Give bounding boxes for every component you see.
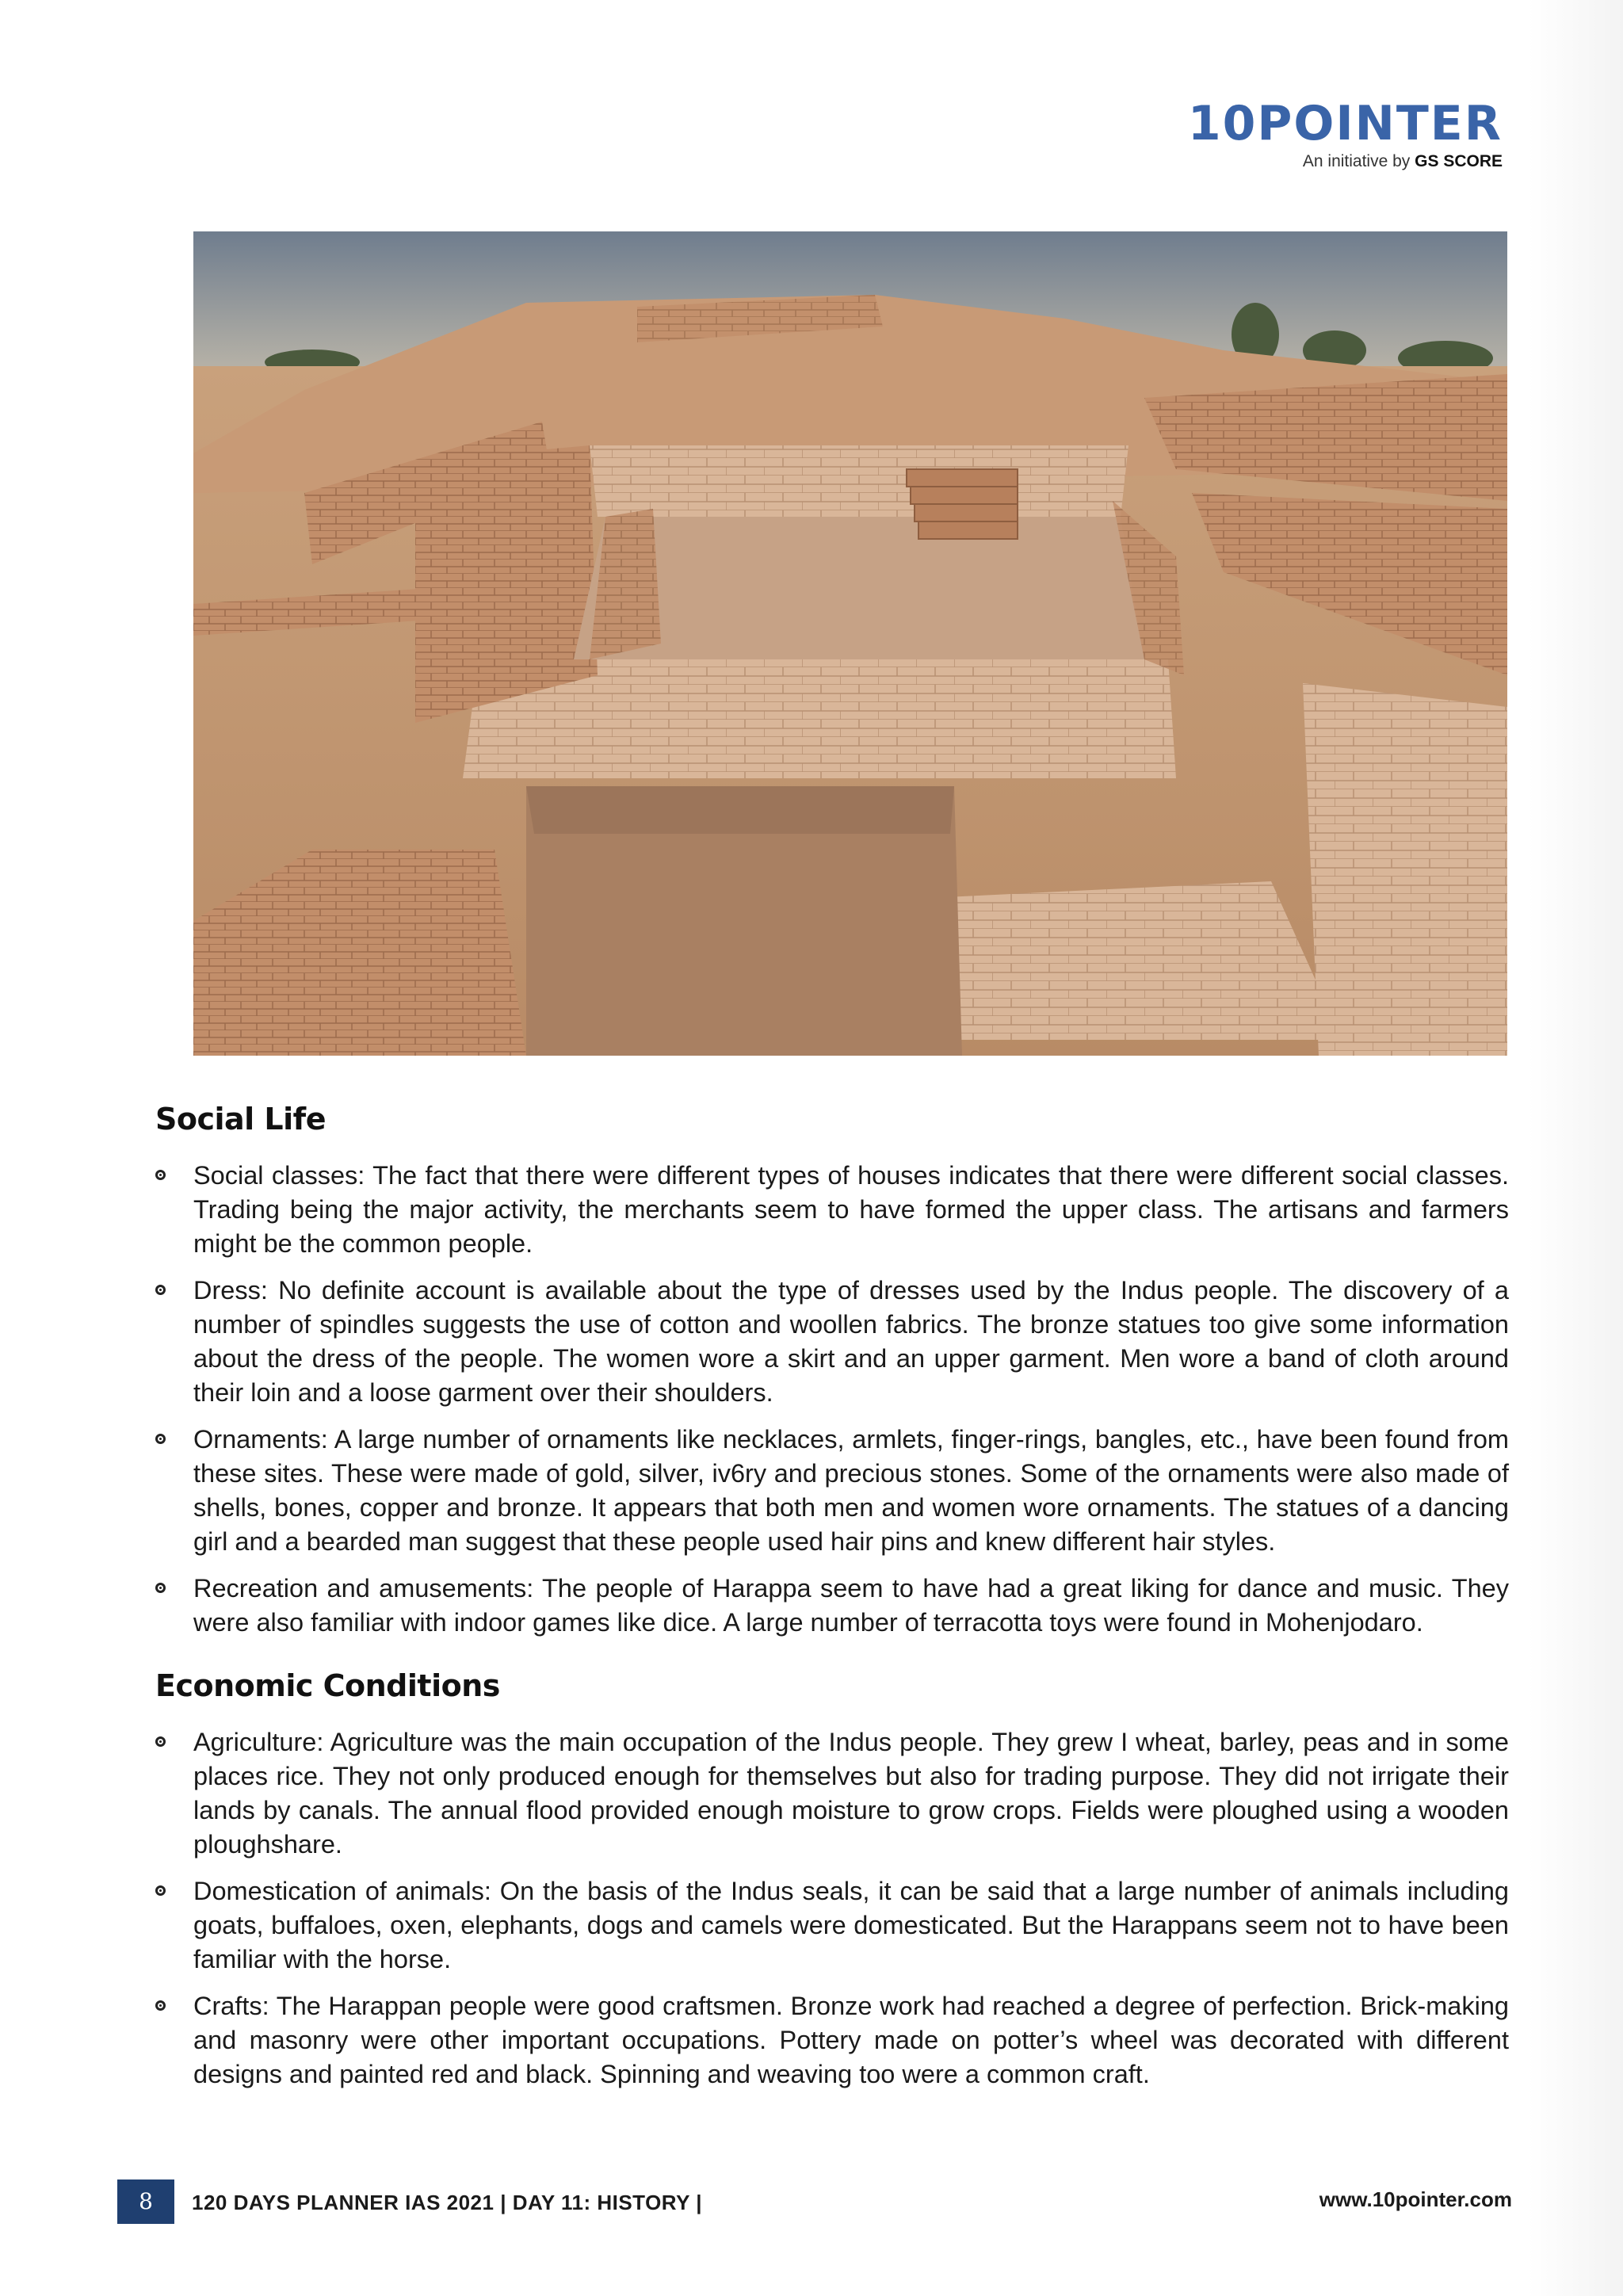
bullet-icon <box>155 1885 166 1896</box>
bullet-icon <box>155 1434 166 1444</box>
section-heading-economic-conditions: Economic Conditions <box>155 1668 500 1703</box>
great-bath-photo <box>193 231 1507 1056</box>
list-item-text: Domestication of animals: On the basis of the Indus seals, it can be said that a large number of animals including goats, buffaloes, oxen, elephants, dogs and camels were domesticated. But the Harappans seem not to have been familiar with the horse. <box>193 1877 1509 1973</box>
tagline-brand: GS SCORE <box>1415 152 1503 170</box>
footer-url-link[interactable]: www.10pointer.com <box>1319 2187 1512 2211</box>
list-item-text: Dress: No definite account is available about the type of dresses used by the Indus people. The discovery of a number of spindles suggests the use of cotton and woollen fabrics. The bronze statues too give some information about the dress of the people. The women wore a skirt and an upper garment. Men wore a band of cloth around their loin and a loose garment over their shoulders. <box>193 1276 1509 1407</box>
list-item-text: Ornaments: A large number of ornaments like necklaces, armlets, finger-rings, bangles, etc., have been found from these sites. These were made of gold, silver, iv6ry and precious stones. Some of the ornaments were also made of shells, bones, copper and bronze. It appears that both men and women wore ornaments. The statues of a dancing girl and a bearded man suggest that these people used hair pins and knew different hair styles. <box>193 1425 1509 1556</box>
footer-title: 120 DAYS PLANNER IAS 2021 | DAY 11: HISTORY | <box>192 2191 702 2214</box>
list-item-text: Social classes: The fact that there were different types of houses indicates that there were different social classes. Trading being the major activity, the merchants seem to have formed the upper class. The artisans and farmers might be the common people. <box>193 1161 1509 1258</box>
main-content <box>155 1102 1509 2120</box>
brand-logo-block <box>1187 96 1503 171</box>
brand-tagline <box>1188 152 1503 171</box>
page-footer <box>117 2179 1512 2224</box>
bullet-icon <box>155 1170 166 1180</box>
bullet-icon <box>155 1583 166 1593</box>
list-item-text: Crafts: The Harappan people were good craftsmen. Bronze work had reached a degree of perfection. Brick-making and masonry were other important occupations. Pottery made on potter’s wheel was decorated with different designs and painted red and black. Spinning and weaving too were a common craft. <box>193 1992 1509 2088</box>
list-item <box>155 1874 1509 1977</box>
tagline-prefix: An initiative by <box>1302 152 1411 170</box>
bullet-icon <box>155 1736 166 1747</box>
social-life-list <box>155 1159 1509 1640</box>
brand-logo: 10POINTER <box>1187 96 1503 151</box>
list-item <box>155 1159 1509 1261</box>
list-item <box>155 1725 1509 1862</box>
bullet-icon <box>155 2000 166 2011</box>
bullet-icon <box>155 1285 166 1295</box>
page-number: 8 <box>117 2179 174 2224</box>
section-heading-social-life: Social Life <box>155 1102 326 1137</box>
list-item-text: Agriculture: Agriculture was the main occupation of the Indus people. They grew I wheat, barley, peas and in some places rice. They not only produced enough for themselves but also for trading purpose. They did not irrigate their lands by canals. The annual flood provided enough moisture to grow crops. Fields were ploughed using a wooden ploughshare. <box>193 1728 1509 1859</box>
page-edge-shade <box>1528 0 1623 2296</box>
list-item-text: Recreation and amusements: The people of Harappa seem to have had a great liking for dance and music. They were also familiar with indoor games like dice. A large number of terracotta toys were found in Mohenjodaro. <box>193 1574 1509 1637</box>
economic-conditions-list <box>155 1725 1509 2092</box>
list-item <box>155 1572 1509 1640</box>
ruins-illustration <box>193 231 1507 1056</box>
list-item <box>155 1989 1509 2092</box>
list-item <box>155 1423 1509 1559</box>
list-item <box>155 1274 1509 1410</box>
